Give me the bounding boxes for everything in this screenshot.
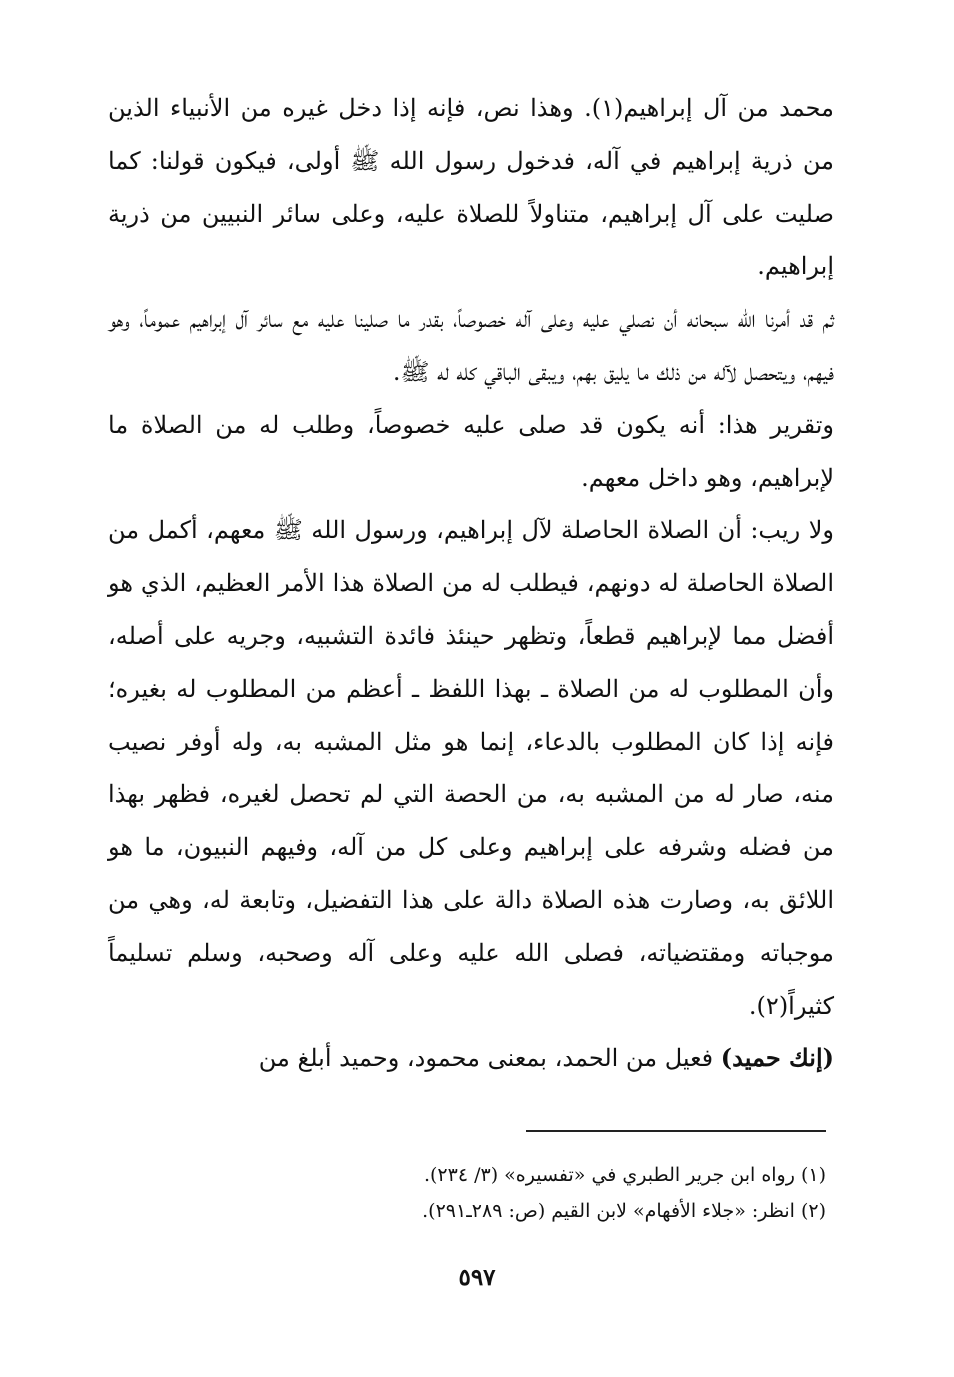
page-number: ٥٩٧ [458, 1264, 496, 1291]
footnote-2: (٢) انظر: «جلاء الأفهام» لابن القيم (ص: ٢٨٩ـ٢٩١). [422, 1200, 826, 1222]
highlighted-phrase: (إنك حميد) [720, 1043, 834, 1073]
paragraph-1: محمد من آل إبراهيم(١). وهذا نص، فإنه إذا دخل غيره من الأنبياء الذين من ذرية إبراهيم في آله، فدخول رسول الله ﷺ أولى، فيكون قولنا: كما صليت على آل إبراهيم، متناولاً للصلاة عليه، وعلى سائر النبيين من ذرية إبراهيم. [108, 94, 834, 281]
paragraph-3: وتقرير هذا: أنه يكون قد صلى عليه خصوصاً، وطلب له من الصلاة ما لإبراهيم، وهو داخل معهم. [108, 410, 834, 492]
footnote-1: (١) رواه ابن جرير الطبري في «تفسيره» (٣/ ٢٣٤). [423, 1164, 826, 1186]
footnote-divider [526, 1130, 826, 1132]
paragraph-2: ثم قد أمرنا الله سبحانه أن نصلي عليه وعلى آله خصوصاً، بقدر ما صلينا عليه مع سائر آل إبراهيم عموماً، وهو فيهم، ويتحصل لآله من ذلك ما يليق بهم، ويبقى الباقي كله له ﷺ. [108, 305, 834, 386]
footnotes [226, 1157, 826, 1229]
page-body [108, 82, 834, 1085]
paragraph-4: ولا ريب: أن الصلاة الحاصلة لآل إبراهيم، ورسول الله ﷺ معهم، أكمل من الصلاة الحاصلة له دونهم، فيطلب له من الصلاة هذا الأمر العظيم، الذي هو أفضل مما لإبراهيم قطعاً، وتظهر حينئذ فائدة التشبيه، وجريه على أصله، وأن المطلوب له من الصلاة ـ بهذا اللفظ ـ أعظم من المطلوب له بغيره؛ فإنه إذا كان المطلوب بالدعاء، إنما هو مثل المشبه به، وله أوفر نصيب منه، صار له من المشبه به، من الحصة التي لم تحصل لغيره، فظهر بهذا من فضله وشرفه على إبراهيم وعلى كل من آله، وفيهم النبيون، ما هو اللائق به، وصارت هذه الصلاة دالة على هذا التفضيل، وتابعة له، وهي من موجباته ومقتضياته، فصلى الله عليه وعلى آله وصحبه، وسلم تسليماً كثيراً(٢). [108, 516, 834, 1020]
paragraph-5-text: فعيل من الحمد، بمعنى محمود، وحميد أبلغ من [258, 1044, 721, 1073]
paragraph-5 [108, 1032, 834, 1085]
